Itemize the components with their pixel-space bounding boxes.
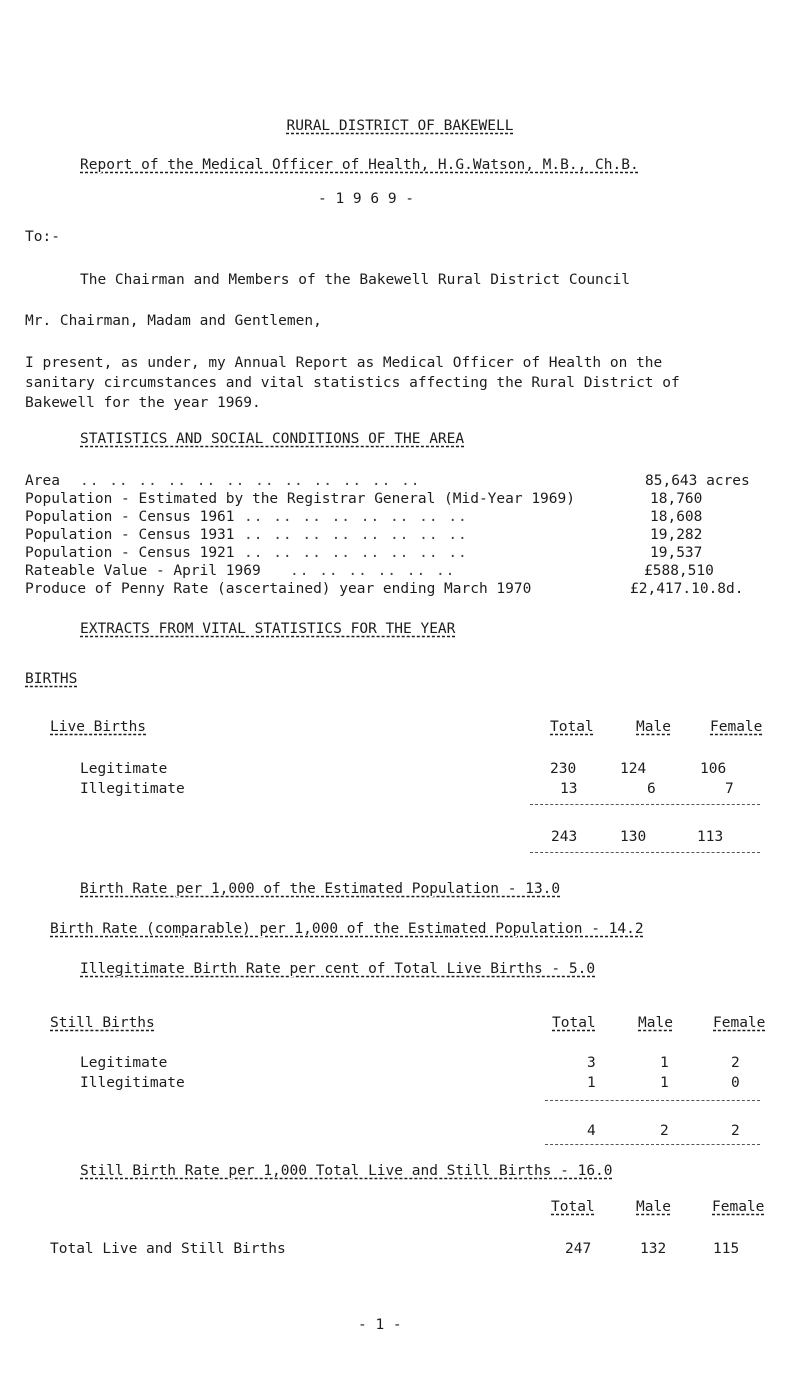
total-male: 130 (620, 829, 647, 845)
stats-label: Rateable Value - April 1969 (25, 563, 261, 579)
to-label: To:- (25, 229, 60, 245)
cell-female: 106 (700, 761, 727, 777)
leader-dots: .. .. .. .. .. .. .. .. (244, 509, 468, 525)
stats-label: Population - Census 1961 (25, 509, 235, 525)
column-header-female: Female (713, 1015, 766, 1031)
column-header-male: Male (636, 1199, 671, 1215)
column-header-female: Female (710, 719, 763, 735)
stats-value: 85,643 acres (645, 473, 750, 489)
sum-rule (530, 804, 760, 805)
extracts-heading: EXTRACTS FROM VITAL STATISTICS FOR THE YEAR (80, 621, 456, 637)
column-header-total: Total (550, 719, 594, 735)
stats-value: 18,608 (650, 509, 703, 525)
cell-male: 1 (660, 1075, 669, 1091)
intro-line-2: sanitary circumstances and vital statistics affecting the Rural District of (25, 375, 680, 391)
still-births-title: Still Births (50, 1015, 155, 1031)
report-title: Report of the Medical Officer of Health, H.G.Watson, M.B., Ch.B. (80, 157, 639, 173)
total-female: 2 (731, 1123, 740, 1139)
cell-female: 0 (731, 1075, 740, 1091)
leader-dots: .. .. .. .. .. .. .. .. (244, 527, 468, 543)
salutation: Mr. Chairman, Madam and Gentlemen, (25, 313, 322, 329)
intro-line-3: Bakewell for the year 1969. (25, 395, 261, 411)
cell-male: 1 (660, 1055, 669, 1071)
total-total: 4 (587, 1123, 596, 1139)
district-title: RURAL DISTRICT OF BAKEWELL (286, 118, 514, 134)
birth-rate: Birth Rate per 1,000 of the Estimated Population - 13.0 (80, 881, 561, 897)
stats-value: 18,760 (650, 491, 703, 507)
row-label: Legitimate (80, 761, 168, 777)
sum-rule (530, 852, 760, 853)
cell-total: 230 (550, 761, 577, 777)
total-female: 113 (697, 829, 724, 845)
live-births-title: Live Births (50, 719, 147, 735)
cell-total: 1 (587, 1075, 596, 1091)
row-label: Illegitimate (80, 781, 185, 797)
row-label: Illegitimate (80, 1075, 185, 1091)
recipients: The Chairman and Members of the Bakewell Rural District Council (80, 272, 630, 288)
stats-value: £2,417.10.8d. (630, 581, 744, 597)
leader-dots: .. .. .. .. .. .. .. .. .. .. .. .. (80, 473, 421, 489)
birth-rate-comparable: Birth Rate (comparable) per 1,000 of the Estimated Population - 14.2 (50, 921, 644, 937)
cell-female: 115 (713, 1241, 740, 1257)
column-header-male: Male (638, 1015, 673, 1031)
stats-value: 19,537 (650, 545, 703, 561)
stats-value: £588,510 (644, 563, 714, 579)
column-header-male: Male (636, 719, 671, 735)
column-header-total: Total (551, 1199, 595, 1215)
stats-heading: STATISTICS AND SOCIAL CONDITIONS OF THE AREA (80, 431, 465, 447)
cell-male: 6 (647, 781, 656, 797)
cell-total: 247 (565, 1241, 592, 1257)
cell-female: 2 (731, 1055, 740, 1071)
cell-female: 7 (725, 781, 734, 797)
cell-male: 132 (640, 1241, 667, 1257)
stats-label: Produce of Penny Rate (ascertained) year ending March 1970 (25, 581, 532, 597)
total-male: 2 (660, 1123, 669, 1139)
report-year: - 1 9 6 9 - (318, 191, 415, 207)
still-birth-rate: Still Birth Rate per 1,000 Total Live and Still Births - 16.0 (80, 1163, 613, 1179)
row-label: Total Live and Still Births (50, 1241, 286, 1257)
column-header-total: Total (552, 1015, 596, 1031)
cell-total: 3 (587, 1055, 596, 1071)
stats-label: Population - Census 1921 (25, 545, 235, 561)
page-number: - 1 - (358, 1317, 402, 1333)
stats-label: Population - Census 1931 (25, 527, 235, 543)
sum-rule (545, 1100, 760, 1101)
cell-male: 124 (620, 761, 647, 777)
stats-label: Population - Estimated by the Registrar General (Mid-Year 1969) (25, 491, 575, 507)
sum-rule (545, 1144, 760, 1145)
cell-total: 13 (560, 781, 578, 797)
births-heading: BIRTHS (25, 671, 78, 687)
stats-label: Area (25, 473, 60, 489)
leader-dots: .. .. .. .. .. .. (290, 563, 456, 579)
column-header-female: Female (712, 1199, 765, 1215)
stats-value: 19,282 (650, 527, 703, 543)
illegitimate-birth-rate: Illegitimate Birth Rate per cent of Total Live Births - 5.0 (80, 961, 596, 977)
total-total: 243 (551, 829, 578, 845)
row-label: Legitimate (80, 1055, 168, 1071)
leader-dots: .. .. .. .. .. .. .. .. (244, 545, 468, 561)
intro-line-1: I present, as under, my Annual Report as Medical Officer of Health on the (25, 355, 663, 371)
